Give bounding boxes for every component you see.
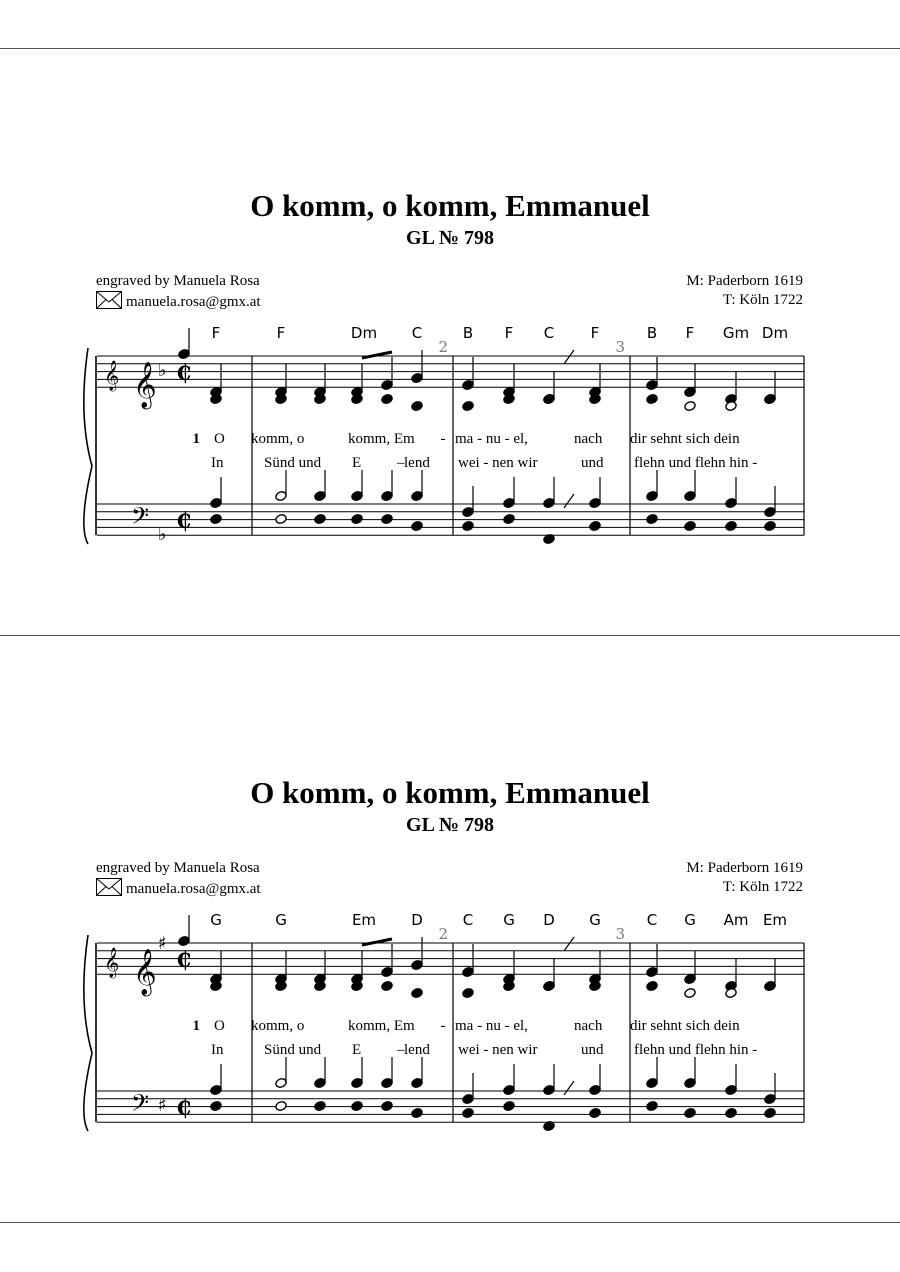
alto-note [462, 987, 475, 998]
engraver-credit: engraved by Manuela Rosa [96, 860, 260, 876]
chord-symbol: F [685, 324, 695, 342]
melody-credit: M: Paderborn 1619 [686, 273, 803, 289]
bass-note [314, 513, 327, 524]
chord-symbol: D [411, 911, 423, 929]
bar-number: 2 [438, 925, 448, 943]
melody-credit: M: Paderborn 1619 [686, 860, 803, 876]
melody-note [178, 935, 191, 946]
note-beam [362, 939, 392, 945]
chord-symbol: Dm [350, 324, 378, 342]
lyric-syllable: nach [574, 1018, 603, 1034]
melody-note [178, 348, 191, 359]
treble-clef-icon: 𝄞 [104, 361, 120, 391]
bass-note [351, 1100, 364, 1111]
alto-note [462, 400, 475, 411]
chord-symbol: F [211, 324, 221, 342]
piece-title: O komm, o komm, Emmanuel [250, 188, 650, 223]
chord-symbol: G [589, 911, 601, 929]
melody-note [381, 379, 394, 390]
bass-note [210, 1100, 223, 1111]
bass-note [381, 1100, 394, 1111]
cut-time-icon: ₵ [176, 1095, 192, 1121]
tenor-note [503, 497, 516, 508]
bass-note [462, 520, 475, 531]
lyric-syllable: komm, Em [348, 431, 415, 447]
lyric-syllable: und [581, 1042, 604, 1058]
bass-note [411, 1107, 424, 1118]
tenor-note [381, 1077, 394, 1088]
tenor-note [589, 497, 602, 508]
lyric-syllable: O [214, 1018, 225, 1034]
tenor-note [411, 1077, 424, 1088]
bass-note [275, 513, 288, 524]
lyric-syllable: komm, o [251, 1018, 305, 1034]
cut-time-icon: ₵ [176, 508, 192, 534]
lyric-syllable: ma - nu - el, [455, 431, 528, 447]
chord-symbol: F [504, 324, 514, 342]
bass-note [503, 513, 516, 524]
text-credit: T: Köln 1722 [722, 292, 803, 308]
music-system [0, 48, 900, 635]
alto-note [684, 987, 697, 998]
alto-note [411, 987, 424, 998]
bass-note [503, 1100, 516, 1111]
chord-symbol: G [503, 911, 515, 929]
bass-note [725, 520, 738, 531]
tie-slash [564, 350, 574, 364]
note-beam [362, 352, 392, 358]
chord-symbol: G [684, 911, 696, 929]
treble-clef-icon: 𝄞 [133, 949, 157, 995]
verse-number: 1 [192, 1018, 200, 1034]
alto-note [646, 393, 659, 404]
tenor-note [646, 490, 659, 501]
tie-slash [564, 494, 574, 508]
melody-note [646, 966, 659, 977]
lyric-syllable: E [352, 1042, 362, 1058]
alto-note [684, 400, 697, 411]
tenor-note [275, 1077, 288, 1088]
lyric-syllable: O [214, 431, 225, 447]
tenor-note [543, 497, 556, 508]
chord-symbol: D [543, 911, 555, 929]
bass-note [351, 513, 364, 524]
bass-note [589, 1107, 602, 1118]
lyric-syllable: lend [404, 1042, 430, 1058]
lyric-syllable: In [211, 1042, 224, 1058]
piece-title: O komm, o komm, Emmanuel [250, 775, 650, 810]
lyric-syllable: flehn und flehn hin - [634, 1042, 758, 1058]
melody-note [411, 372, 424, 383]
chord-symbol: Am [723, 911, 749, 929]
page-divider [0, 1222, 900, 1223]
tenor-note [764, 506, 777, 517]
chord-symbol: G [210, 911, 222, 929]
bass-note [684, 520, 697, 531]
engraver-credit: engraved by Manuela Rosa [96, 273, 260, 289]
bass-note [381, 513, 394, 524]
bass-note [764, 1107, 777, 1118]
system-brace [84, 935, 92, 1131]
score-page-2 [0, 635, 900, 1222]
chord-symbol: C [462, 911, 474, 929]
key-signature-icon: ♯ [158, 1095, 167, 1116]
chord-symbol: Gm [722, 324, 750, 342]
tenor-note [543, 1084, 556, 1095]
melody-note [411, 959, 424, 970]
bass-note [275, 1100, 288, 1111]
lyric-syllable: nach [574, 431, 603, 447]
tenor-note [646, 1077, 659, 1088]
lyric-syllable: komm, o [251, 431, 305, 447]
bass-note [725, 1107, 738, 1118]
tenor-note [411, 490, 424, 501]
lyric-syllable: – [397, 455, 405, 471]
lyric-syllable: wei - nen wir [458, 455, 538, 471]
lyric-syllable: und [581, 455, 604, 471]
melody-note [684, 973, 697, 984]
tenor-note [314, 490, 327, 501]
alto-note [381, 393, 394, 404]
tie-slash [564, 1081, 574, 1095]
bar-number: 2 [438, 338, 448, 356]
tenor-note [381, 490, 394, 501]
alto-note [764, 980, 777, 991]
alto-note [411, 400, 424, 411]
bass-note [411, 520, 424, 531]
tenor-note [725, 497, 738, 508]
melody-note [462, 379, 475, 390]
melody-note [462, 966, 475, 977]
system-brace [84, 348, 92, 544]
melody-note [684, 386, 697, 397]
bass-note [646, 513, 659, 524]
tenor-note [684, 1077, 697, 1088]
bass-note [589, 520, 602, 531]
chord-symbol: F [276, 324, 286, 342]
lyric-syllable: - [440, 1018, 446, 1034]
key-signature-icon: ♯ [158, 933, 167, 954]
bass-clef-icon: 𝄢 [131, 1089, 150, 1122]
chord-symbol: F [590, 324, 600, 342]
lyric-syllable: Sünd und [264, 455, 322, 471]
tenor-note [210, 1084, 223, 1095]
chord-symbol: C [411, 324, 423, 342]
email-address[interactable]: manuela.rosa@gmx.at [126, 294, 261, 310]
bass-note [646, 1100, 659, 1111]
key-signature-icon: ♭ [158, 524, 167, 545]
tenor-note [275, 490, 288, 501]
alto-note [543, 980, 556, 991]
key-signature-icon: ♭ [158, 360, 167, 381]
tenor-note [684, 490, 697, 501]
tenor-note [462, 506, 475, 517]
chord-symbol: G [275, 911, 287, 929]
piece-subtitle: GL № 798 [406, 814, 494, 836]
lyric-syllable: In [211, 455, 224, 471]
lyric-syllable: - [440, 431, 446, 447]
lyric-syllable: lend [404, 455, 430, 471]
tenor-note [462, 1093, 475, 1104]
treble-clef-icon: 𝄞 [104, 948, 120, 978]
melody-note [646, 379, 659, 390]
lyric-syllable: Sünd und [264, 1042, 322, 1058]
bar-number: 3 [615, 925, 625, 943]
cut-time-icon: ₵ [176, 947, 192, 973]
score-page-1 [0, 48, 900, 635]
chord-symbol: B [646, 324, 658, 342]
lyric-syllable: – [397, 1042, 405, 1058]
cut-time-icon: ₵ [176, 360, 192, 386]
bass-note [764, 520, 777, 531]
piece-subtitle: GL № 798 [406, 227, 494, 249]
tenor-note [764, 1093, 777, 1104]
text-credit: T: Köln 1722 [722, 879, 803, 895]
lyric-syllable: dir sehnt sich dein [630, 431, 740, 447]
bass-clef-icon: 𝄢 [131, 502, 150, 535]
bass-note [210, 513, 223, 524]
alto-note [646, 980, 659, 991]
verse-number: 1 [192, 431, 200, 447]
alto-note [543, 393, 556, 404]
tenor-note [503, 1084, 516, 1095]
tenor-note [351, 490, 364, 501]
chord-symbol: Em [351, 911, 377, 929]
lyric-syllable: flehn und flehn hin - [634, 455, 758, 471]
melody-note [381, 966, 394, 977]
lyric-syllable: komm, Em [348, 1018, 415, 1034]
lyric-syllable: dir sehnt sich dein [630, 1018, 740, 1034]
tie-slash [564, 937, 574, 951]
tenor-note [314, 1077, 327, 1088]
email-address[interactable]: manuela.rosa@gmx.at [126, 881, 261, 897]
bass-note [462, 1107, 475, 1118]
bass-note [314, 1100, 327, 1111]
tenor-note [589, 1084, 602, 1095]
chord-symbol: B [462, 324, 474, 342]
tenor-note [351, 1077, 364, 1088]
tenor-note [210, 497, 223, 508]
chord-symbol: C [543, 324, 555, 342]
lyric-syllable: E [352, 455, 362, 471]
alto-note [381, 980, 394, 991]
chord-symbol: Em [762, 911, 788, 929]
alto-note [764, 393, 777, 404]
lyric-syllable: wei - nen wir [458, 1042, 538, 1058]
bass-note [684, 1107, 697, 1118]
chord-symbol: C [646, 911, 658, 929]
chord-symbol: Dm [761, 324, 789, 342]
lyric-syllable: ma - nu - el, [455, 1018, 528, 1034]
tenor-note [725, 1084, 738, 1095]
bar-number: 3 [615, 338, 625, 356]
treble-clef-icon: 𝄞 [133, 362, 157, 408]
music-system [0, 635, 900, 1222]
